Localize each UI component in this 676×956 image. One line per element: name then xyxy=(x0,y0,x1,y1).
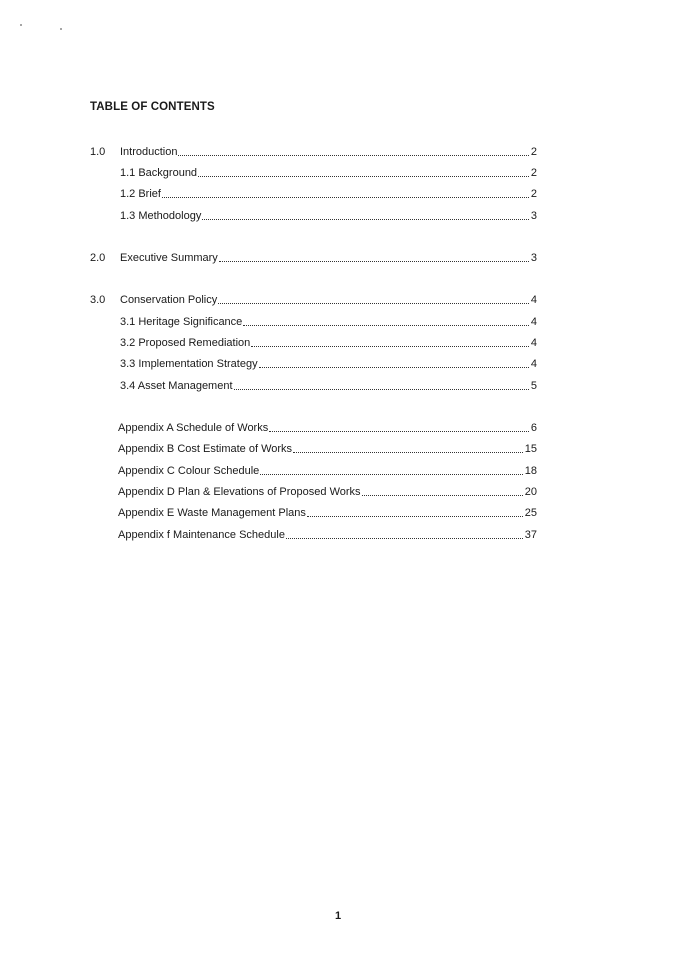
toc-entry-label: Appendix f Maintenance Schedule xyxy=(118,529,285,541)
toc-entry-page: 4 xyxy=(530,337,537,349)
toc-appendix-entry[interactable] xyxy=(118,463,537,479)
toc-appendix-entry[interactable] xyxy=(118,505,537,521)
toc-entry-label: Appendix B Cost Estimate of Works xyxy=(118,443,293,455)
toc-entry-page: 5 xyxy=(530,380,537,392)
toc-entry-label: 3.2 Proposed Remediation xyxy=(120,337,251,349)
toc-appendix-entry[interactable] xyxy=(118,484,537,500)
toc-entry-label: Executive Summary xyxy=(120,252,218,264)
toc-entry-page: 20 xyxy=(524,486,537,498)
toc-entry-page: 15 xyxy=(524,443,537,455)
toc-entry-label: Appendix C Colour Schedule xyxy=(118,465,260,477)
toc-heading: TABLE OF CONTENTS xyxy=(90,101,215,113)
dot-leader xyxy=(162,186,529,198)
dot-leader xyxy=(251,335,529,347)
toc-entry[interactable] xyxy=(120,186,537,202)
toc-entry-label: Appendix A Schedule of Works xyxy=(118,422,269,434)
toc-entry[interactable] xyxy=(120,335,537,351)
toc-entry-page: 25 xyxy=(524,507,537,519)
toc-entry[interactable] xyxy=(120,378,537,394)
dot-leader xyxy=(178,144,528,156)
dot-leader xyxy=(307,505,523,517)
dot-leader xyxy=(293,441,523,453)
toc-entry-label: Introduction xyxy=(120,146,178,158)
toc-entry-number: 2.0 xyxy=(90,252,106,264)
toc-entry[interactable] xyxy=(120,314,537,330)
toc-entry-label: 3.4 Asset Management xyxy=(120,380,233,392)
toc-entry-label: Appendix E Waste Management Plans xyxy=(118,507,306,519)
toc-entry-page: 37 xyxy=(524,529,537,541)
toc-entry-page: 18 xyxy=(524,465,537,477)
dot-leader xyxy=(260,463,522,475)
toc-entry[interactable] xyxy=(90,144,537,160)
toc-entry-page: 2 xyxy=(530,167,537,179)
toc-entry-page: 6 xyxy=(530,422,537,434)
dot-leader xyxy=(269,420,529,432)
toc-entry-page: 4 xyxy=(530,358,537,370)
toc-entry-label: 1.2 Brief xyxy=(120,188,161,200)
toc-entry[interactable] xyxy=(90,292,537,308)
dot-leader xyxy=(362,484,523,496)
toc-entry-page: 3 xyxy=(530,210,537,222)
toc-appendix-entry[interactable] xyxy=(118,441,537,457)
toc-entry-number: 1.0 xyxy=(90,146,106,158)
toc-entry-label: 1.3 Methodology xyxy=(120,210,202,222)
toc-entry-page: 2 xyxy=(530,188,537,200)
dot-leader xyxy=(243,314,529,326)
toc-entry-page: 2 xyxy=(530,146,537,158)
toc-entry-label: Appendix D Plan & Elevations of Proposed Works xyxy=(118,486,361,498)
toc-appendix-entry[interactable] xyxy=(118,420,537,436)
dot-leader xyxy=(259,356,529,368)
dot-leader xyxy=(202,208,529,220)
toc-entry-page: 3 xyxy=(530,252,537,264)
dot-leader xyxy=(219,250,529,262)
toc-entry-label: Conservation Policy xyxy=(120,294,218,306)
toc-entry[interactable] xyxy=(120,356,537,372)
toc-entry-label: 3.1 Heritage Significance xyxy=(120,316,243,328)
dot-leader xyxy=(286,527,523,539)
toc-entry-number: 3.0 xyxy=(90,294,106,306)
toc-entry[interactable] xyxy=(90,250,537,266)
dot-leader xyxy=(218,292,529,304)
toc-entry-label: 1.1 Background xyxy=(120,167,198,179)
toc-entry[interactable] xyxy=(120,165,537,181)
dot-leader xyxy=(198,165,529,177)
toc-entry[interactable] xyxy=(120,208,537,224)
toc-appendix-entry[interactable] xyxy=(118,527,537,543)
toc-entry-label: 3.3 Implementation Strategy xyxy=(120,358,258,370)
page-number: 1 xyxy=(334,910,342,922)
dot-leader xyxy=(234,378,529,390)
toc-entry-page: 4 xyxy=(530,294,537,306)
toc-entry-page: 4 xyxy=(530,316,537,328)
